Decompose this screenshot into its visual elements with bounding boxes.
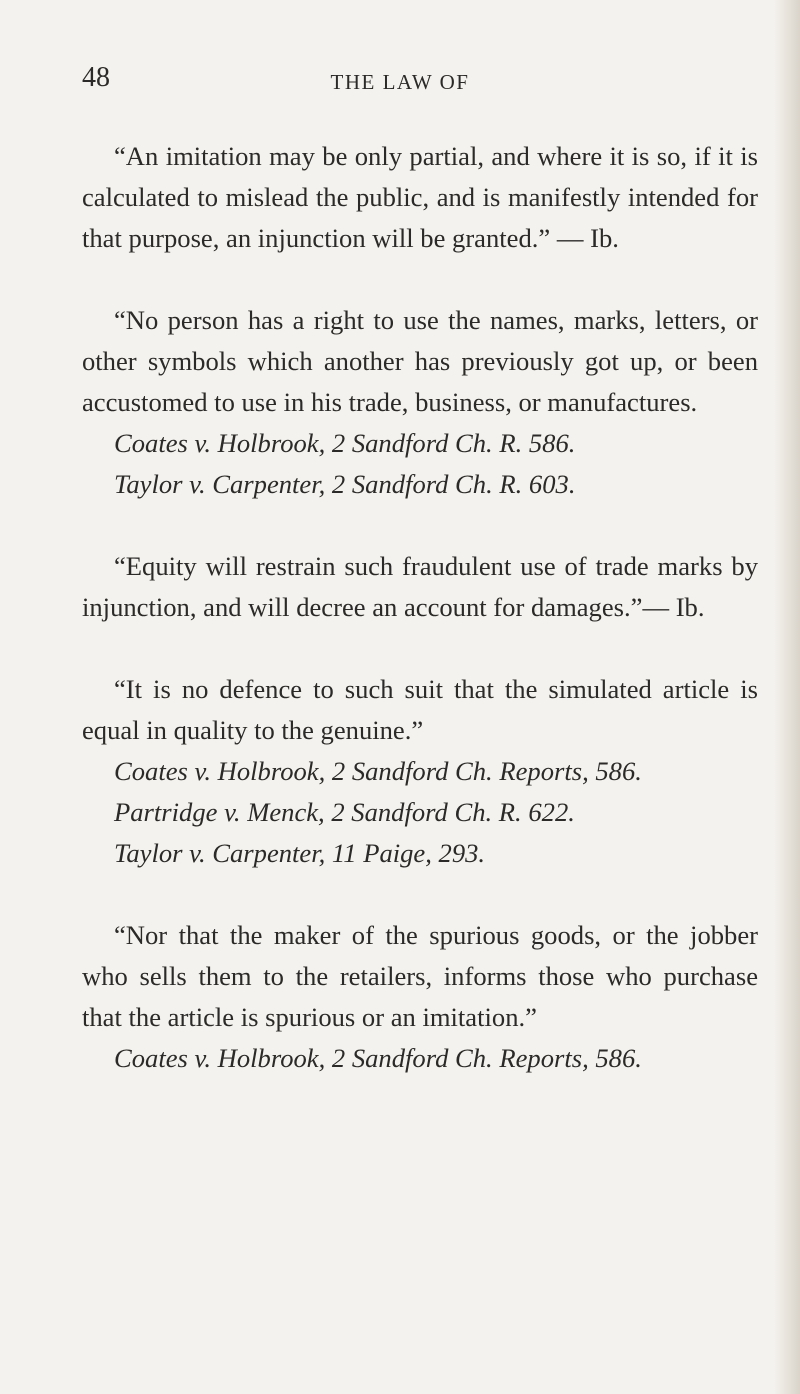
paragraph-4: “It is no defence to such suit that the simulated article is equal in quality to the genuine.” (82, 674, 758, 745)
paragraph-2: “No person has a right to use the names, marks, letters, or other symbols which another has previously got up, or been accustomed to use in his trade, business, or manufactures. (82, 305, 758, 417)
citation: Partridge v. Menck, 2 Sandford Ch. R. 622. (114, 797, 575, 827)
paragraph-1: “An imitation may be only partial, and where it is so, if it is calculated to mislead the public, and is manifestly intended for that purpose, an injunction will be granted.” — Ib. (82, 141, 758, 253)
page-body (82, 136, 758, 1079)
running-head: THE LAW OF (330, 70, 470, 94)
paragraph-3: “Equity will restrain such fraudulent use of trade marks by injunction, and will decree an account for damages.”— Ib. (82, 551, 758, 622)
citation: Coates v. Holbrook, 2 Sandford Ch. Reports, 586. (114, 756, 642, 786)
page-number: 48 (82, 62, 110, 93)
citation: Taylor v. Carpenter, 11 Paige, 293. (114, 838, 486, 868)
citation: Coates v. Holbrook, 2 Sandford Ch. Reports, 586. (114, 1043, 642, 1073)
page-header (0, 62, 800, 102)
citation: Taylor v. Carpenter, 2 Sandford Ch. R. 603. (114, 469, 576, 499)
citation: Coates v. Holbrook, 2 Sandford Ch. R. 586. (114, 428, 576, 458)
paragraph-5: “Nor that the maker of the spurious goods, or the jobber who sells them to the retailers, informs those who purchase that the article is spurious or an imitation.” (82, 920, 758, 1032)
page-edge-shadow (774, 0, 800, 1394)
